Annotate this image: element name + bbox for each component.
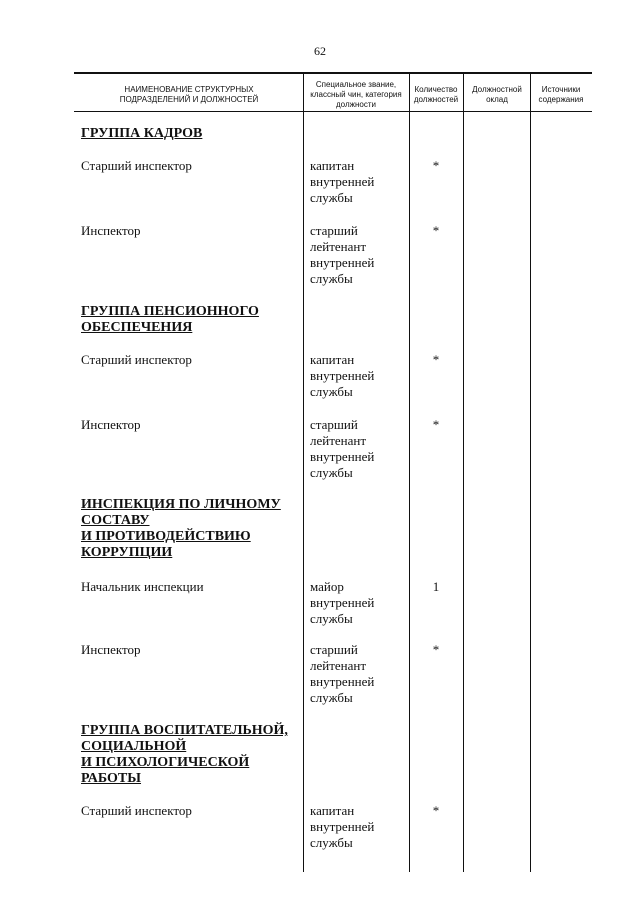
position-name: Старший инспектор <box>81 158 192 173</box>
rank-cell: капитан внутренней службы <box>310 352 375 399</box>
count-cell: 1 <box>432 579 440 594</box>
rank-cell: старший лейтенант внутренней службы <box>310 223 375 286</box>
count-cell: * <box>432 352 440 367</box>
column-divider-1 <box>303 72 304 872</box>
header-rank: Специальное звание, классный чин, категория должности <box>310 80 402 109</box>
position-name: Инспектор <box>81 223 141 238</box>
section-title: ГРУППА ПЕНСИОННОГО ОБЕСПЕЧЕНИЯ <box>81 304 259 335</box>
rank-cell: капитан внутренней службы <box>310 803 375 850</box>
rank-cell: старший лейтенант внутренней службы <box>310 417 375 480</box>
rank-cell: старший лейтенант внутренней службы <box>310 642 375 705</box>
rank-cell: капитан внутренней службы <box>310 158 375 205</box>
table-top-rule <box>74 72 592 74</box>
count-cell: * <box>432 158 440 173</box>
position-name: Старший инспектор <box>81 352 192 367</box>
section-title: ГРУППА ВОСПИТАТЕЛЬНОЙ, СОЦИАЛЬНОЙ И ПСИХОЛОГИЧЕСКОЙ РАБОТЫ <box>81 723 288 786</box>
count-cell: * <box>432 223 440 238</box>
header-structure-name: НАИМЕНОВАНИЕ СТРУКТУРНЫХ ПОДРАЗДЕЛЕНИЙ И ДОЛЖНОСТЕЙ <box>119 85 259 104</box>
section-title: ГРУППА КАДРОВ <box>81 126 203 141</box>
position-name: Начальник инспекции <box>81 579 204 594</box>
header-funding-source: Источники содержания <box>538 85 584 104</box>
header-count: Количество должностей <box>413 85 459 104</box>
position-name: Инспектор <box>81 642 141 657</box>
position-name: Старший инспектор <box>81 803 192 818</box>
count-cell: * <box>432 417 440 432</box>
position-name: Инспектор <box>81 417 141 432</box>
rank-cell: майор внутренней службы <box>310 579 375 626</box>
page-number: 62 <box>314 44 326 58</box>
section-title: ИНСПЕКЦИЯ ПО ЛИЧНОМУ СОСТАВУ И ПРОТИВОДЕЙСТВИЮ КОРРУПЦИИ <box>81 497 281 560</box>
count-cell: * <box>432 803 440 818</box>
column-divider-3 <box>463 72 464 872</box>
header-salary: Должностной оклад <box>472 85 522 104</box>
staff-table <box>74 72 592 872</box>
count-cell: * <box>432 642 440 657</box>
column-divider-4 <box>530 72 531 872</box>
